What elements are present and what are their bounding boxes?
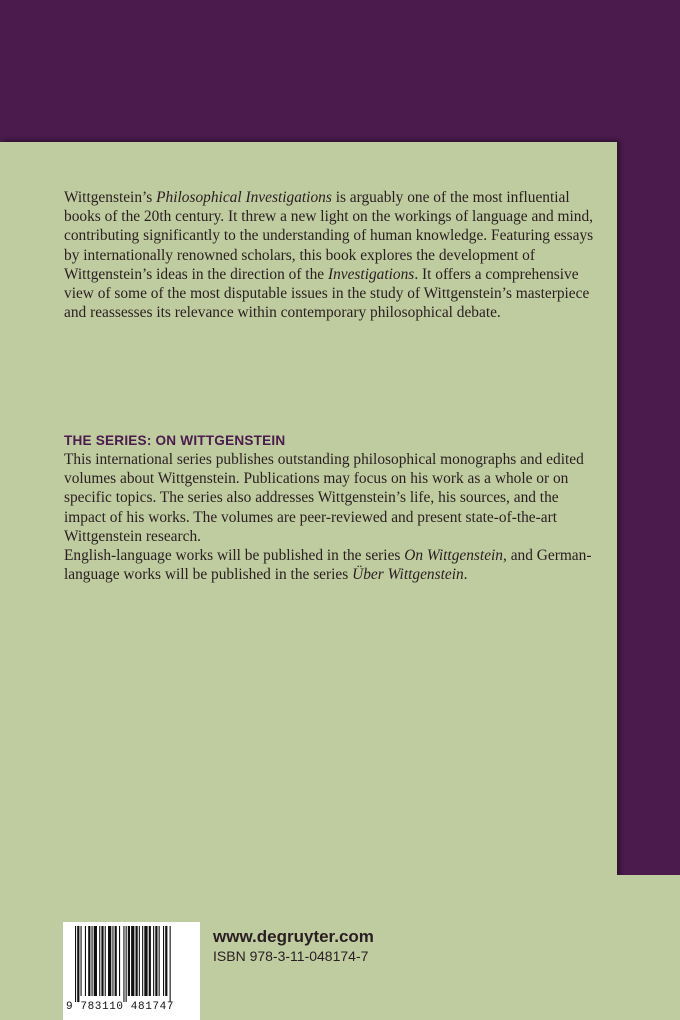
cover-purple-spine <box>617 130 680 875</box>
series-section <box>64 431 604 584</box>
blurb-paragraph <box>64 188 604 322</box>
barcode-bar <box>139 926 140 996</box>
barcode-bar <box>123 926 124 1002</box>
barcode-bar <box>94 926 97 996</box>
barcode-bar <box>101 926 103 996</box>
book-title-italic: Philosophical Investigations <box>156 189 332 206</box>
barcode-bar <box>163 926 164 996</box>
barcode-bar <box>128 926 130 996</box>
barcode-bar <box>155 926 157 996</box>
barcode-bar <box>149 926 151 996</box>
cover-purple-top <box>0 0 680 142</box>
german-series-name: Über Wittgenstein <box>352 566 464 584</box>
barcode-bar <box>153 926 154 996</box>
barcode-bar <box>99 926 100 996</box>
barcode-bar <box>85 926 86 996</box>
blurb-text: Wittgenstein’s <box>64 189 157 206</box>
investigations-italic: Investigations <box>327 265 415 283</box>
barcode-bar <box>88 926 90 996</box>
barcode-bar <box>77 926 79 1002</box>
series-description: This international series publishes outstanding philosophical monographs and edited volumes about Wittgenstein. Publications may focus on his work as a whole or on specific topics. The series also addresses Wittgenstein’s life, his sources, and the impact of his works. The volumes are peer-reviewed and present state-of-the-art Wittgenstein research. <box>64 451 584 545</box>
isbn-number: ISBN 978-3-11-048174-7 <box>213 948 369 964</box>
barcode-digits: 9 783110 481747 <box>66 1001 175 1013</box>
barcode-bar <box>105 926 106 996</box>
series-languages <box>64 546 604 584</box>
barcode-bar <box>75 926 76 1002</box>
barcode-bar <box>108 926 111 996</box>
series-heading: THE SERIES: ON WITTGENSTEIN <box>64 433 286 448</box>
barcode-bar <box>170 926 171 1002</box>
barcode-bar <box>126 926 127 1002</box>
barcode <box>63 922 200 1020</box>
series-text: , and German-language works will be published in the series <box>64 547 592 584</box>
barcode-bar <box>81 926 82 996</box>
cover-green-corner <box>617 875 680 1020</box>
book-blurb <box>64 188 604 322</box>
barcode-bar <box>165 926 167 996</box>
barcode-bar <box>119 926 120 996</box>
english-series-name: On Wittgenstein <box>404 547 503 565</box>
barcode-bar <box>144 926 147 996</box>
series-text: English-language works will be published in the series <box>64 547 405 565</box>
barcode-bar <box>159 926 160 996</box>
barcode-bar <box>136 926 138 996</box>
barcode-bar <box>112 926 113 996</box>
barcode-bar <box>92 926 93 996</box>
series-text: . <box>463 566 468 584</box>
barcode-bar <box>131 926 134 996</box>
blurb-text: . It offers a comprehensive view of some of the most disputable issues in the study of Wittgenstein’s masterpiece and reassesses its relevance within contemporary philosophical debate. <box>64 265 590 322</box>
publisher-website: www.degruyter.com <box>213 927 374 946</box>
blurb-text: is arguably one of the most influential books of the 20th century. It threw a new light on the workings of language and mind, contributing significantly to the understanding of human knowledge. Featuring essays by internationally renowned scholars, this book explores the development of Wittgenstein’s ideas in the direction of the <box>64 189 594 283</box>
barcode-bar <box>115 926 117 996</box>
barcode-bar <box>142 926 143 996</box>
